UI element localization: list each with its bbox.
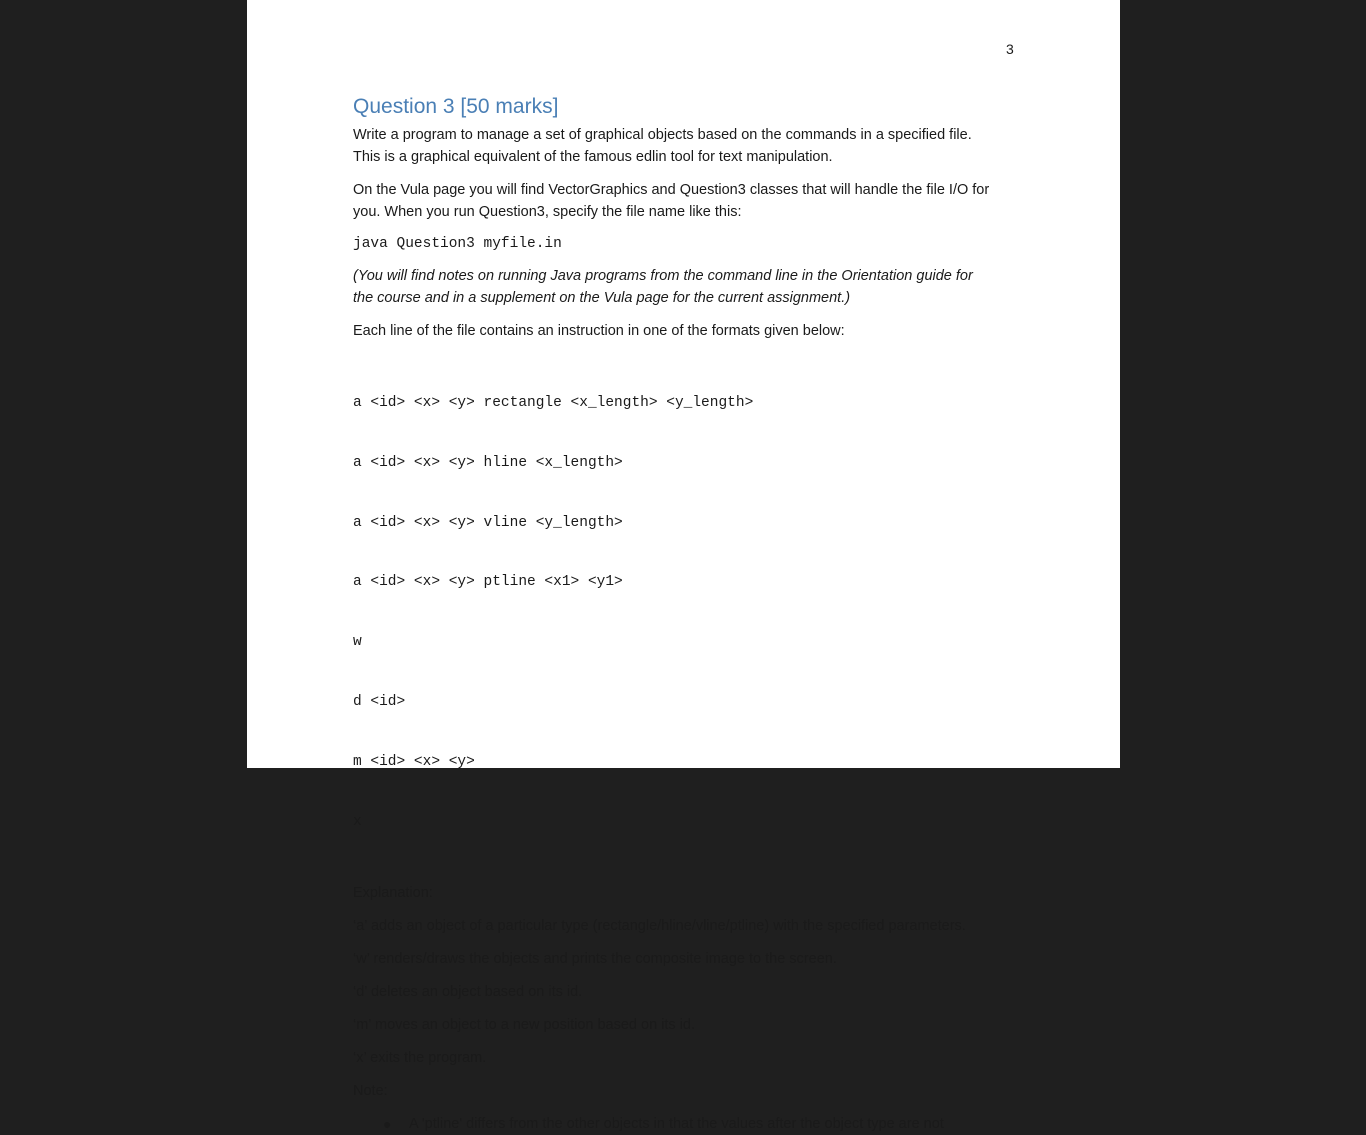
explanation-label: Explanation: <box>353 885 433 902</box>
note-label: Note: <box>353 1083 388 1100</box>
format-line: a <id> <x> <y> ptline <x1> <y1> <box>353 574 623 591</box>
notes-line-1: (You will find notes on running Java programs from the command line in the Orientation guide for <box>353 268 973 284</box>
vula-paragraph <box>353 179 1013 223</box>
explanation-w: ‘w’ renders/draws the objects and prints the composite image to the screen. <box>353 951 837 968</box>
document-page <box>247 0 1120 1133</box>
intro-line-2: This is a graphical equivalent of the famous edlin tool for text manipulation. <box>353 149 833 165</box>
format-line: x <box>353 813 362 830</box>
notes-paragraph <box>353 265 1013 309</box>
run-command: java Question3 myfile.in <box>353 236 562 252</box>
question-heading: Question 3 [50 marks] <box>353 95 559 118</box>
notes-line-2: the course and in a supplement on the Vula page for the current assignment.) <box>353 290 851 306</box>
bullet-icon: ● <box>383 1116 392 1133</box>
format-line: a <id> <x> <y> rectangle <x_length> <y_length> <box>353 395 754 411</box>
format-line: a <id> <x> <y> vline <y_length> <box>353 514 623 531</box>
explanation-m: ‘m’ moves an object to a new position based on its id. <box>353 1017 696 1034</box>
note-text: A 'ptline' differs from the other objects in that the values after the object type are not <box>409 1116 944 1133</box>
page-number: 3 <box>1006 41 1014 57</box>
explanation-d: ‘d’ deletes an object based on its id. <box>353 984 583 1001</box>
vula-line-1: On the Vula page you will find VectorGraphics and Question3 classes that will handle the file I/O for <box>353 182 990 198</box>
note-list <box>353 1113 1013 1135</box>
format-line: d <id> <box>353 693 406 710</box>
format-line: w <box>353 634 362 651</box>
explanation-a: ‘a’ adds an object of a particular type (rectangle/hline/vline/ptline) with the specified parameters. <box>353 918 966 935</box>
page-content <box>353 92 1013 1135</box>
note-item <box>383 1113 1013 1135</box>
vula-line-2: you. When you run Question3, specify the file name like this: <box>353 204 742 220</box>
format-line: a <id> <x> <y> hline <x_length> <box>353 454 623 471</box>
format-line: m <id> <x> <y> <box>353 753 475 770</box>
intro-line-1: Write a program to manage a set of graphical objects based on the commands in a specified file. <box>353 127 972 143</box>
explanation-x: ‘x’ exits the program. <box>353 1050 487 1067</box>
intro-paragraph <box>353 124 1013 168</box>
format-list <box>353 353 1013 871</box>
format-intro: Each line of the file contains an instruction in one of the formats given below: <box>353 323 845 339</box>
